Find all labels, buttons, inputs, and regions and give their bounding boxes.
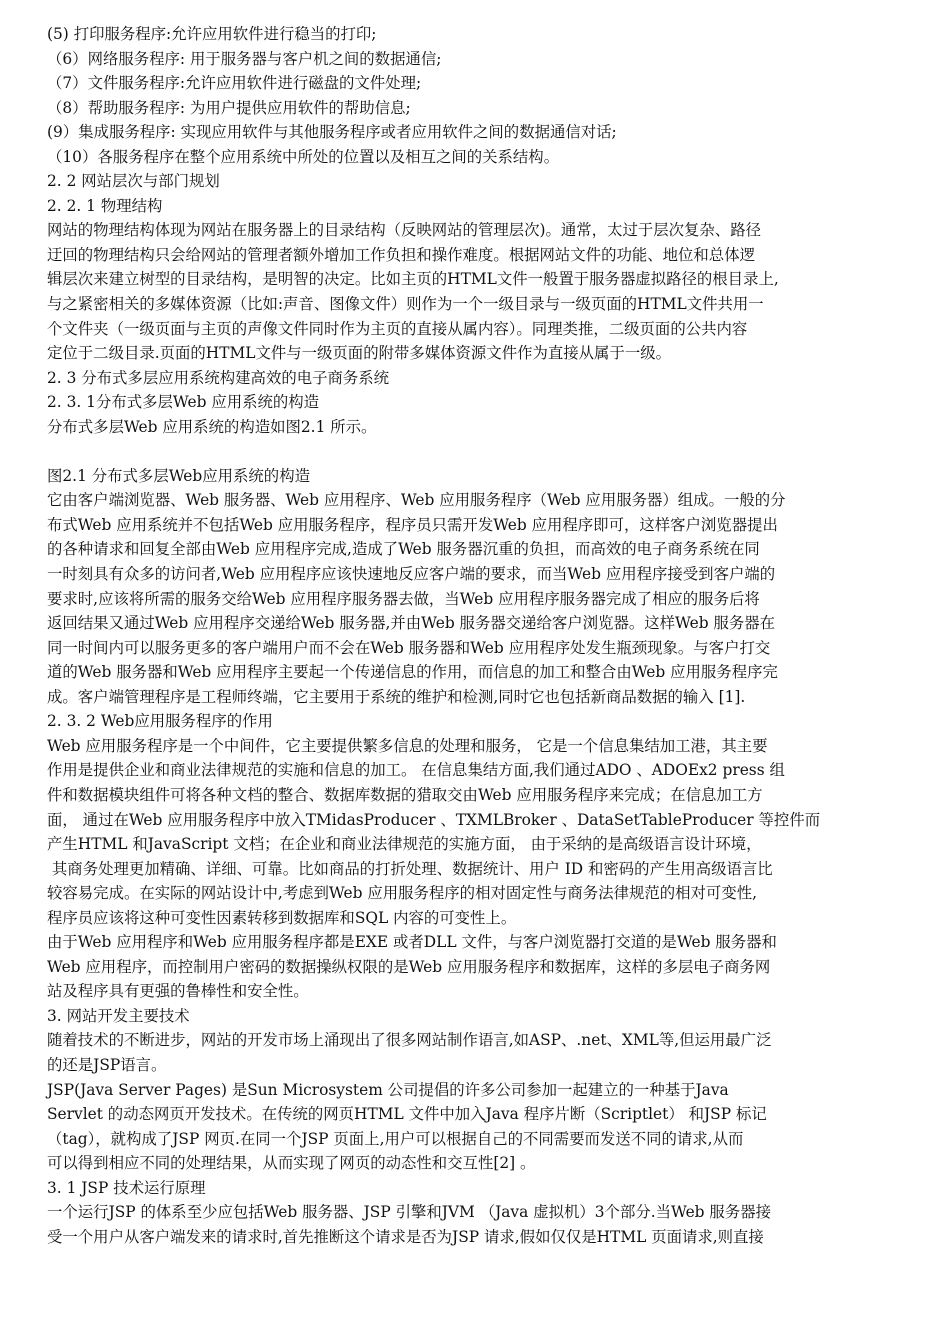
text-line: 的各种请求和回复全部由Web 应用程序完成,造成了Web 服务器沉重的负担，而高效的电子商务系统在同 xyxy=(47,540,760,559)
text-line: 迂回的物理结构只会给网站的管理者额外增加工作负担和操作难度。根据网站文件的功能、地位和总体逻 xyxy=(47,245,755,264)
paragraph-dev-technologies xyxy=(47,1028,907,1175)
text-line: 较容易完成。在实际的网站设计中,考虑到Web 应用服务程序的相对固定性与商务法律规范的相对可变性, xyxy=(47,884,757,903)
text-line: （tag），就构成了JSP 网页.在同一个JSP 页面上,用户可以根据自己的不同需要而发送不同的请求,从而 xyxy=(47,1129,744,1148)
section-heading-3-1: 3. 1 JSP 技术运行原理 xyxy=(47,1178,206,1197)
text-line: Servlet 的动态网页开发技术。在传统的网页HTML 文件中加入Java 程序片断（Scriptlet） 和JSP 标记 xyxy=(47,1105,767,1124)
paragraph-security xyxy=(47,930,907,1004)
text-line: 要求时,应该将所需的服务交给Web 应用程序服务器去做，当Web 应用程序服务器完成了相应的服务后将 xyxy=(47,589,760,608)
text-line: 的还是JSP语言。 xyxy=(47,1055,167,1074)
paragraph-web-app-service xyxy=(47,734,907,930)
text-line: 同一时间内可以服务更多的客户端用户而不会在Web 服务器和Web 应用程序处发生瓶颈现象。与客户打交 xyxy=(47,638,771,657)
list-item: （8）帮助服务程序: 为用户提供应用软件的帮助信息; xyxy=(47,98,411,117)
text-line: 定位于二级目录.页面的HTML文件与一级页面的附带多媒体资源文件作为直接从属于一级。 xyxy=(47,344,672,363)
list-item: （6）网络服务程序: 用于服务器与客户机之间的数据通信; xyxy=(47,49,442,68)
paragraph-distributed-system xyxy=(47,488,907,709)
paragraph-jsp-principle xyxy=(47,1200,907,1249)
section-heading-2-3: 2. 3 分布式多层应用系统构建高效的电子商务系统 xyxy=(47,368,390,387)
text-line: 站及程序具有更强的鲁棒性和安全性。 xyxy=(47,982,309,1001)
text-line: 一个运行JSP 的体系至少应包括Web 服务器、JSP 引擎和JVM （Java 虚拟机）3个部分.当Web 服务器接 xyxy=(47,1203,771,1222)
text-line: 布式Web 应用系统并不包括Web 应用服务程序，程序员只需开发Web 应用程序即可，这样客户浏览器提出 xyxy=(47,515,778,534)
text-line: 辑层次来建立树型的目录结构，是明智的决定。比如主页的HTML文件一般置于服务器虚拟路径的根目录上, xyxy=(47,270,779,289)
text-line: 可以得到相应不同的处理结果，从而实现了网页的动态性和交互性[2] 。 xyxy=(47,1154,536,1173)
list-item: (9）集成服务程序: 实现应用软件与其他服务程序或者应用软件之间的数据通信对话; xyxy=(47,123,617,142)
figure-reference: 分布式多层Web 应用系统的构造如图2.1 所示。 xyxy=(47,417,377,436)
text-line: Web 应用程序，而控制用户密码的数据操纵权限的是Web 应用服务程序和数据库，这样的多层电子商务网 xyxy=(47,957,771,976)
text-line: 随着技术的不断进步，网站的开发市场上涌现出了很多网站制作语言,如ASP、.net、XML等,但运用最广泛 xyxy=(47,1031,772,1050)
section-heading-2-2: 2. 2 网站层次与部门规划 xyxy=(47,172,220,191)
list-item: （10）各服务程序在整个应用系统中所处的位置以及相互之间的关系结构。 xyxy=(47,147,560,166)
text-line: 件和数据模块组件可将各种文档的整合、数据库数据的猎取交由Web 应用服务程序来完成；在信息加工方 xyxy=(47,785,763,804)
text-line: 一时刻具有众多的访问者,Web 应用程序应该快速地反应客户端的要求，而当Web 应用程序接受到客户端的 xyxy=(47,565,776,584)
section-heading-2-3-1: 2. 3. 1分布式多层Web 应用系统的构造 xyxy=(47,393,320,412)
text-line: 它由客户端浏览器、Web 服务器、Web 应用程序、Web 应用服务程序（Web 应用服务器）组成。一般的分 xyxy=(47,491,786,510)
section-heading-3: 3. 网站开发主要技术 xyxy=(47,1006,190,1025)
text-line: 产生HTML 和JavaScript 文档；在企业和商业法律规范的实施方面， 由于采纳的是高级语言设计环境， xyxy=(47,835,762,854)
text-line: 由于Web 应用程序和Web 应用服务程序都是EXE 或者DLL 文件，与客户浏览器打交道的是Web 服务器和 xyxy=(47,933,777,952)
paragraph-physical-structure xyxy=(47,218,907,365)
text-line: Web 应用服务程序是一个中间件，它主要提供繁多信息的处理和服务， 它是一个信息集结加工港，其主要 xyxy=(47,736,768,755)
text-line: 与之紧密相关的多媒体资源（比如:声音、图像文件）则作为一个一级目录与一级页面的HTML文件共用一 xyxy=(47,295,764,314)
service-list xyxy=(47,22,907,169)
text-line: 面， 通过在Web 应用服务程序中放入TMidasProducer 、TXMLBroker 、DataSetTableProducer 等控件而 xyxy=(47,810,821,829)
figure-placeholder xyxy=(47,439,907,464)
text-line: 受一个用户从客户端发来的请求时,首先推断这个请求是否为JSP 请求,假如仅仅是HTML 页面请求,则直接 xyxy=(47,1227,764,1246)
text-line: 个文件夹（一级页面与主页的声像文件同时作为主页的直接从属内容）。同理类推，二级页面的公共内容 xyxy=(47,319,748,338)
document-page xyxy=(47,22,907,1249)
text-line: 道的Web 服务器和Web 应用程序主要起一个传递信息的作用，而信息的加工和整合由Web 应用服务程序完 xyxy=(47,663,778,682)
list-item: (5) 打印服务程序:允许应用软件进行稳当的打印; xyxy=(47,25,377,43)
text-line: 作用是提供企业和商业法律规范的实施和信息的加工。 在信息集结方面,我们通过ADO 、ADOEx2 press 组 xyxy=(47,761,785,780)
text-line: 成。客户端管理程序是工程师终端，它主要用于系统的维护和检测,同时它也包括新商品数据的输入 [1]. xyxy=(47,687,746,706)
text-line: 其商务处理更加精确、详细、可靠。比如商品的打折处理、数据统计、用户 ID 和密码的产生用高级语言比 xyxy=(47,859,773,878)
section-heading-2-3-2: 2. 3. 2 Web应用服务程序的作用 xyxy=(47,712,273,731)
list-item: （7）文件服务程序:允许应用软件进行磁盘的文件处理; xyxy=(47,74,422,93)
text-line: 返回结果又通过Web 应用程序交递给Web 服务器,并由Web 服务器交递给客户浏览器。这样Web 服务器在 xyxy=(47,614,776,633)
text-line: 程序员应该将这种可变性因素转移到数据库和SQL 内容的可变性上。 xyxy=(47,908,517,927)
figure-caption: 图2.1 分布式多层Web应用系统的构造 xyxy=(47,466,310,485)
section-heading-2-2-1: 2. 2. 1 物理结构 xyxy=(47,196,163,215)
text-line: JSP(Java Server Pages) 是Sun Microsystem 公司提倡的许多公司参加一起建立的一种基于Java xyxy=(47,1080,729,1099)
text-line: 网站的物理结构体现为网站在服务器上的目录结构（反映网站的管理层次)。通常，太过于层次复杂、路径 xyxy=(47,221,761,240)
